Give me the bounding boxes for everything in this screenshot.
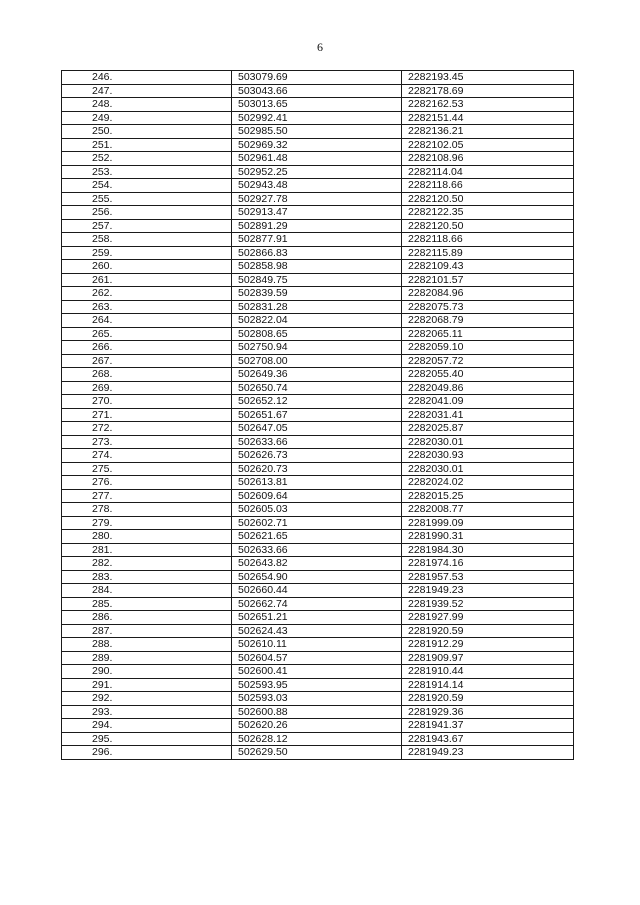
point-number-cell: 294.: [62, 719, 232, 733]
point-number-cell: 251.: [62, 138, 232, 152]
table-row: [62, 476, 574, 490]
y-coordinate-cell: 2281999.09: [402, 516, 574, 530]
x-coordinate-cell: 502651.21: [232, 611, 402, 625]
x-coordinate-cell: 503043.66: [232, 84, 402, 98]
y-coordinate-cell: 2282151.44: [402, 111, 574, 125]
point-number-cell: 293.: [62, 705, 232, 719]
x-coordinate-cell: 502628.12: [232, 732, 402, 746]
x-coordinate-cell: 502609.64: [232, 489, 402, 503]
x-coordinate-cell: 502626.73: [232, 449, 402, 463]
point-number-cell: 269.: [62, 381, 232, 395]
point-number-cell: 277.: [62, 489, 232, 503]
y-coordinate-cell: 2282015.25: [402, 489, 574, 503]
table-row: [62, 125, 574, 139]
table-row: [62, 354, 574, 368]
point-number-cell: 257.: [62, 219, 232, 233]
table-row: [62, 111, 574, 125]
table-row: [62, 246, 574, 260]
table-row: [62, 692, 574, 706]
y-coordinate-cell: 2282065.11: [402, 327, 574, 341]
y-coordinate-cell: 2281909.97: [402, 651, 574, 665]
point-number-cell: 267.: [62, 354, 232, 368]
y-coordinate-cell: 2282120.50: [402, 219, 574, 233]
table-row: [62, 611, 574, 625]
y-coordinate-cell: 2282102.05: [402, 138, 574, 152]
table-row: [62, 449, 574, 463]
x-coordinate-cell: 502913.47: [232, 206, 402, 220]
point-number-cell: 275.: [62, 462, 232, 476]
table-row: [62, 530, 574, 544]
y-coordinate-cell: 2282049.86: [402, 381, 574, 395]
x-coordinate-cell: 502662.74: [232, 597, 402, 611]
table-row: [62, 462, 574, 476]
x-coordinate-cell: 502708.00: [232, 354, 402, 368]
point-number-cell: 255.: [62, 192, 232, 206]
y-coordinate-cell: 2282055.40: [402, 368, 574, 382]
y-coordinate-cell: 2282075.73: [402, 300, 574, 314]
table-row: [62, 98, 574, 112]
point-number-cell: 282.: [62, 557, 232, 571]
y-coordinate-cell: 2282118.66: [402, 233, 574, 247]
y-coordinate-cell: 2281910.44: [402, 665, 574, 679]
x-coordinate-cell: 502969.32: [232, 138, 402, 152]
point-number-cell: 288.: [62, 638, 232, 652]
point-number-cell: 276.: [62, 476, 232, 490]
y-coordinate-cell: 2281929.36: [402, 705, 574, 719]
point-number-cell: 261.: [62, 273, 232, 287]
x-coordinate-cell: 502849.75: [232, 273, 402, 287]
table-row: [62, 206, 574, 220]
coordinates-table-body: [62, 71, 574, 760]
x-coordinate-cell: 502620.26: [232, 719, 402, 733]
x-coordinate-cell: 502961.48: [232, 152, 402, 166]
point-number-cell: 265.: [62, 327, 232, 341]
table-row: [62, 719, 574, 733]
x-coordinate-cell: 502633.66: [232, 543, 402, 557]
x-coordinate-cell: 502620.73: [232, 462, 402, 476]
point-number-cell: 287.: [62, 624, 232, 638]
y-coordinate-cell: 2281949.23: [402, 746, 574, 760]
table-row: [62, 287, 574, 301]
point-number-cell: 272.: [62, 422, 232, 436]
y-coordinate-cell: 2281974.16: [402, 557, 574, 571]
y-coordinate-cell: 2282115.89: [402, 246, 574, 260]
y-coordinate-cell: 2281990.31: [402, 530, 574, 544]
table-row: [62, 651, 574, 665]
point-number-cell: 281.: [62, 543, 232, 557]
x-coordinate-cell: 502808.65: [232, 327, 402, 341]
y-coordinate-cell: 2281943.67: [402, 732, 574, 746]
point-number-cell: 268.: [62, 368, 232, 382]
table-row: [62, 381, 574, 395]
x-coordinate-cell: 502891.29: [232, 219, 402, 233]
x-coordinate-cell: 502750.94: [232, 341, 402, 355]
x-coordinate-cell: 502610.11: [232, 638, 402, 652]
y-coordinate-cell: 2282109.43: [402, 260, 574, 274]
table-row: [62, 152, 574, 166]
table-row: [62, 260, 574, 274]
y-coordinate-cell: 2282024.02: [402, 476, 574, 490]
table-row: [62, 341, 574, 355]
point-number-cell: 295.: [62, 732, 232, 746]
point-number-cell: 270.: [62, 395, 232, 409]
y-coordinate-cell: 2282114.04: [402, 165, 574, 179]
y-coordinate-cell: 2281914.14: [402, 678, 574, 692]
y-coordinate-cell: 2281920.59: [402, 692, 574, 706]
y-coordinate-cell: 2282030.01: [402, 435, 574, 449]
point-number-cell: 248.: [62, 98, 232, 112]
x-coordinate-cell: 502650.74: [232, 381, 402, 395]
table-row: [62, 395, 574, 409]
x-coordinate-cell: 502839.59: [232, 287, 402, 301]
table-row: [62, 732, 574, 746]
x-coordinate-cell: 502652.12: [232, 395, 402, 409]
x-coordinate-cell: 502604.57: [232, 651, 402, 665]
table-row: [62, 665, 574, 679]
point-number-cell: 271.: [62, 408, 232, 422]
table-row: [62, 516, 574, 530]
table-row: [62, 422, 574, 436]
y-coordinate-cell: 2282030.93: [402, 449, 574, 463]
table-row: [62, 597, 574, 611]
table-row: [62, 435, 574, 449]
x-coordinate-cell: 502927.78: [232, 192, 402, 206]
point-number-cell: 278.: [62, 503, 232, 517]
point-number-cell: 264.: [62, 314, 232, 328]
table-row: [62, 273, 574, 287]
point-number-cell: 289.: [62, 651, 232, 665]
point-number-cell: 292.: [62, 692, 232, 706]
x-coordinate-cell: 502633.66: [232, 435, 402, 449]
table-row: [62, 138, 574, 152]
point-number-cell: 249.: [62, 111, 232, 125]
table-row: [62, 84, 574, 98]
page-number: 6: [317, 40, 323, 54]
table-row: [62, 219, 574, 233]
y-coordinate-cell: 2282118.66: [402, 179, 574, 193]
table-row: [62, 570, 574, 584]
y-coordinate-cell: 2282162.53: [402, 98, 574, 112]
x-coordinate-cell: 502831.28: [232, 300, 402, 314]
point-number-cell: 260.: [62, 260, 232, 274]
y-coordinate-cell: 2282122.35: [402, 206, 574, 220]
table-row: [62, 368, 574, 382]
x-coordinate-cell: 502866.83: [232, 246, 402, 260]
table-row: [62, 233, 574, 247]
x-coordinate-cell: 502602.71: [232, 516, 402, 530]
table-row: [62, 584, 574, 598]
y-coordinate-cell: 2281957.53: [402, 570, 574, 584]
x-coordinate-cell: 502822.04: [232, 314, 402, 328]
table-row: [62, 179, 574, 193]
x-coordinate-cell: 502605.03: [232, 503, 402, 517]
x-coordinate-cell: 502629.50: [232, 746, 402, 760]
point-number-cell: 296.: [62, 746, 232, 760]
table-row: [62, 489, 574, 503]
table-row: [62, 746, 574, 760]
x-coordinate-cell: 502952.25: [232, 165, 402, 179]
x-coordinate-cell: 502613.81: [232, 476, 402, 490]
point-number-cell: 274.: [62, 449, 232, 463]
table-row: [62, 314, 574, 328]
x-coordinate-cell: 502877.91: [232, 233, 402, 247]
y-coordinate-cell: 2281941.37: [402, 719, 574, 733]
point-number-cell: 258.: [62, 233, 232, 247]
point-number-cell: 284.: [62, 584, 232, 598]
x-coordinate-cell: 502858.98: [232, 260, 402, 274]
y-coordinate-cell: 2281939.52: [402, 597, 574, 611]
point-number-cell: 250.: [62, 125, 232, 139]
point-number-cell: 279.: [62, 516, 232, 530]
point-number-cell: 286.: [62, 611, 232, 625]
table-row: [62, 192, 574, 206]
x-coordinate-cell: 502992.41: [232, 111, 402, 125]
point-number-cell: 253.: [62, 165, 232, 179]
point-number-cell: 252.: [62, 152, 232, 166]
x-coordinate-cell: 502593.03: [232, 692, 402, 706]
y-coordinate-cell: 2282084.96: [402, 287, 574, 301]
point-number-cell: 290.: [62, 665, 232, 679]
point-number-cell: 259.: [62, 246, 232, 260]
x-coordinate-cell: 502621.65: [232, 530, 402, 544]
coordinates-table: [61, 70, 574, 760]
point-number-cell: 246.: [62, 71, 232, 85]
y-coordinate-cell: 2282193.45: [402, 71, 574, 85]
x-coordinate-cell: 502600.88: [232, 705, 402, 719]
y-coordinate-cell: 2281927.99: [402, 611, 574, 625]
table-row: [62, 624, 574, 638]
point-number-cell: 283.: [62, 570, 232, 584]
y-coordinate-cell: 2281984.30: [402, 543, 574, 557]
x-coordinate-cell: 502643.82: [232, 557, 402, 571]
y-coordinate-cell: 2282178.69: [402, 84, 574, 98]
x-coordinate-cell: 503079.69: [232, 71, 402, 85]
y-coordinate-cell: 2282108.96: [402, 152, 574, 166]
point-number-cell: 291.: [62, 678, 232, 692]
y-coordinate-cell: 2281920.59: [402, 624, 574, 638]
point-number-cell: 262.: [62, 287, 232, 301]
y-coordinate-cell: 2282031.41: [402, 408, 574, 422]
x-coordinate-cell: 502660.44: [232, 584, 402, 598]
x-coordinate-cell: 502654.90: [232, 570, 402, 584]
table-row: [62, 408, 574, 422]
point-number-cell: 263.: [62, 300, 232, 314]
table-row: [62, 503, 574, 517]
table-row: [62, 557, 574, 571]
point-number-cell: 247.: [62, 84, 232, 98]
x-coordinate-cell: 502649.36: [232, 368, 402, 382]
point-number-cell: 273.: [62, 435, 232, 449]
y-coordinate-cell: 2282041.09: [402, 395, 574, 409]
point-number-cell: 266.: [62, 341, 232, 355]
y-coordinate-cell: 2281912.29: [402, 638, 574, 652]
x-coordinate-cell: 502624.43: [232, 624, 402, 638]
table-row: [62, 300, 574, 314]
point-number-cell: 256.: [62, 206, 232, 220]
y-coordinate-cell: 2282101.57: [402, 273, 574, 287]
table-row: [62, 327, 574, 341]
table-row: [62, 71, 574, 85]
y-coordinate-cell: 2282136.21: [402, 125, 574, 139]
y-coordinate-cell: 2282068.79: [402, 314, 574, 328]
y-coordinate-cell: 2282057.72: [402, 354, 574, 368]
table-row: [62, 638, 574, 652]
x-coordinate-cell: 502943.48: [232, 179, 402, 193]
x-coordinate-cell: 502600.41: [232, 665, 402, 679]
table-row: [62, 678, 574, 692]
point-number-cell: 254.: [62, 179, 232, 193]
table-row: [62, 543, 574, 557]
table-row: [62, 705, 574, 719]
x-coordinate-cell: 502593.95: [232, 678, 402, 692]
y-coordinate-cell: 2281949.23: [402, 584, 574, 598]
y-coordinate-cell: 2282008.77: [402, 503, 574, 517]
y-coordinate-cell: 2282120.50: [402, 192, 574, 206]
x-coordinate-cell: 502651.67: [232, 408, 402, 422]
point-number-cell: 285.: [62, 597, 232, 611]
x-coordinate-cell: 502647.05: [232, 422, 402, 436]
x-coordinate-cell: 502985.50: [232, 125, 402, 139]
y-coordinate-cell: 2282025.87: [402, 422, 574, 436]
table-row: [62, 165, 574, 179]
y-coordinate-cell: 2282030.01: [402, 462, 574, 476]
y-coordinate-cell: 2282059.10: [402, 341, 574, 355]
point-number-cell: 280.: [62, 530, 232, 544]
x-coordinate-cell: 503013.65: [232, 98, 402, 112]
